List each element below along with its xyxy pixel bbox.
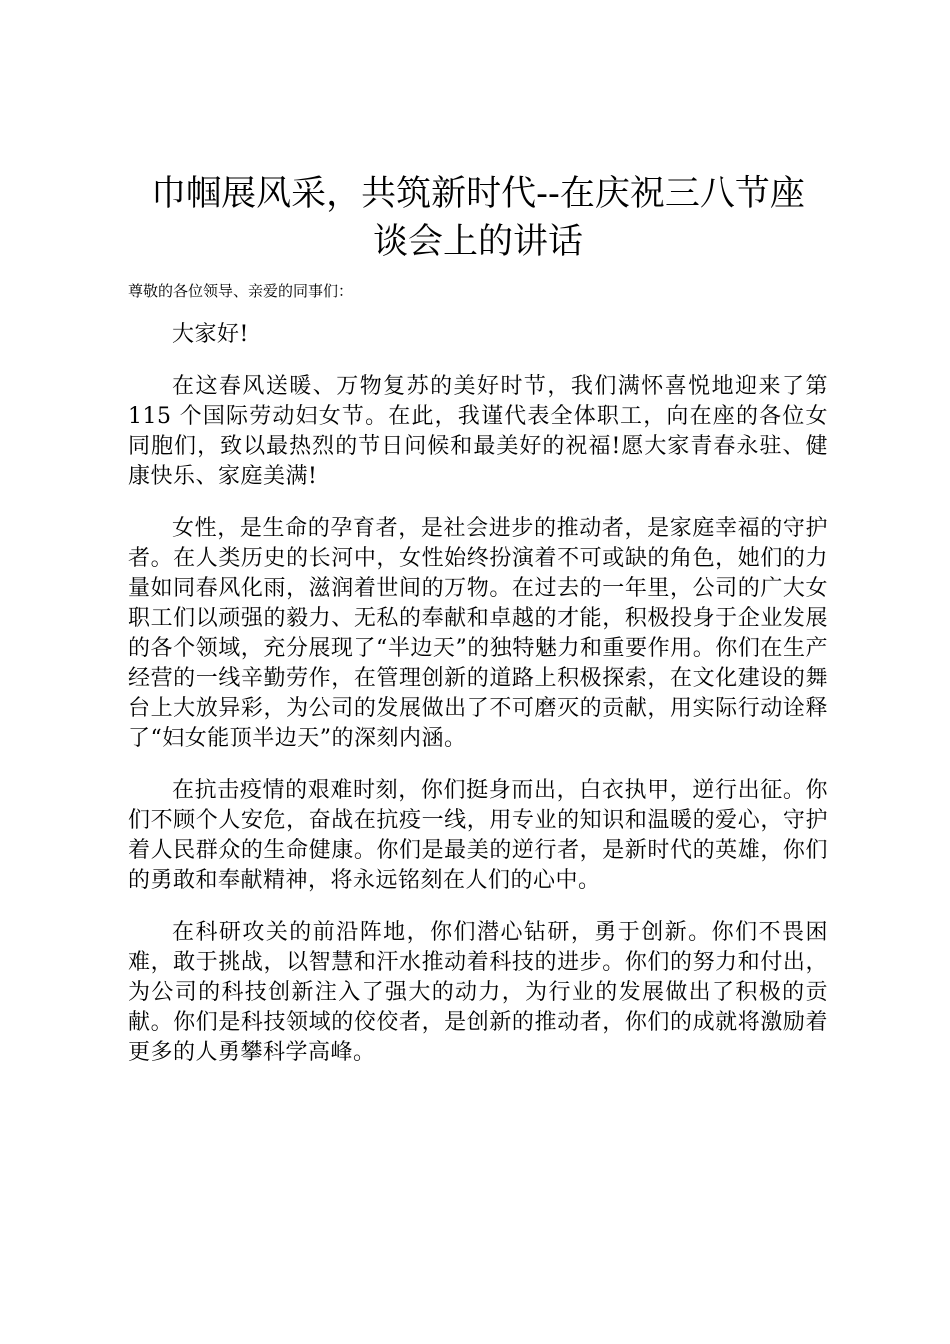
paragraph-greeting: 大家好! [172, 322, 249, 347]
paragraph-3: 在抗击疫情的艰难时刻，你们挺身而出，白衣执甲，逆行出征。你们不顾个人安危，奋战在抗疫一线，用专业的知识和温暖的爱心，守护着人民群众的生命健康。你们是最美的逆行者，是新时代的英雄，你们的勇敢和奉献精神，将永远铭刻在人们的心中。 [128, 778, 828, 893]
document-body [128, 320, 828, 1090]
document-title [128, 170, 828, 266]
paragraph-4: 在科研攻关的前沿阵地，你们潜心钻研，勇于创新。你们不畏困难，敢于挑战，以智慧和汗水推动着科技的进步。你们的努力和付出，为公司的科技创新注入了强大的动力，为行业的发展做出了积极的贡献。你们是科技领域的佼佼者，是创新的推动者，你们的成就将激励着更多的人勇攀科学高峰。 [128, 920, 828, 1065]
salutation: 尊敬的各位领导、亲爱的同事们： [128, 282, 354, 300]
title-line-1: 巾帼展风采，共筑新时代--在庆祝三八节座 [151, 174, 805, 214]
paragraph-2: 女性，是生命的孕育者，是社会进步的推动者，是家庭幸福的守护者。在人类历史的长河中，女性始终扮演着不可或缺的角色，她们的力量如同春风化雨，滋润着世间的万物。在过去的一年里，公司的广大女职工们以顽强的毅力、无私的奉献和卓越的才能，积极投身于企业发展的各个领域，充分展现了“半边天”的独特魅力和重要作用。你们在生产经营的一线辛勤劳作，在管理创新的道路上积极探索，在文化建设的舞台上大放异彩，为公司的发展做出了不可磨灭的贡献，用实际行动诠释了“妇女能顶半边天”的深刻内涵。 [128, 516, 828, 751]
paragraph-1: 在这春风送暖、万物复苏的美好时节，我们满怀喜悦地迎来了第 115 个国际劳动妇女节。在此，我谨代表全体职工，向在座的各位女同胞们，致以最热烈的节日问候和最美好的祝福!愿大家青春永驻、健康快乐、家庭美满! [128, 374, 828, 489]
title-line-2: 谈会上的讲话 [372, 222, 583, 262]
